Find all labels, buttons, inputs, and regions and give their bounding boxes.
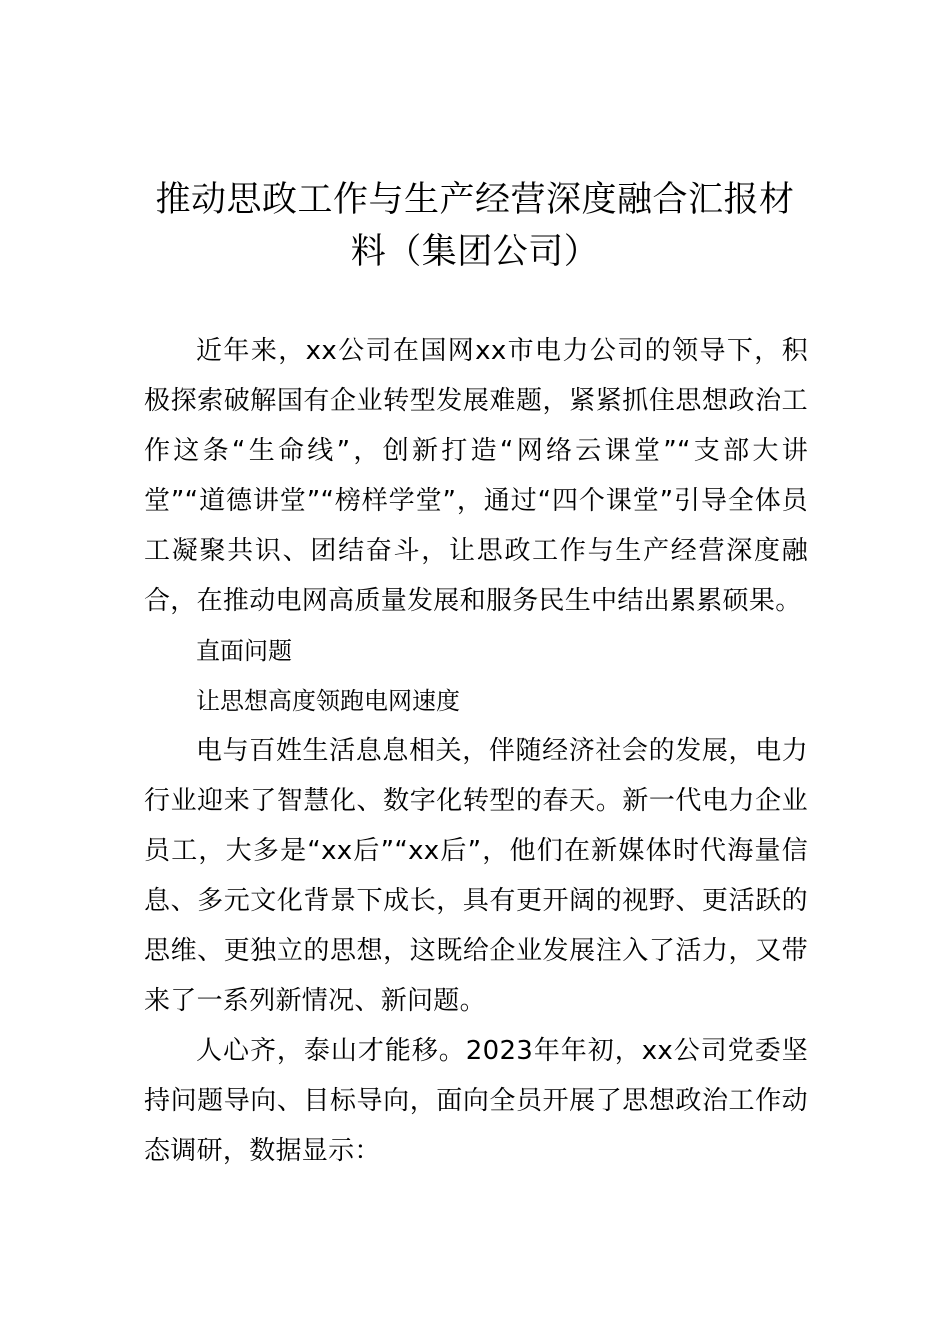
intro-paragraph: 近年来，xx公司在国网xx市电力公司的领导下，积极探索破解国有企业转型发展难题，紧紧抓住思想政治工作这条“生命线”，创新打造“网络云课堂”“支部大讲堂”“道德讲堂”“榜样学堂”，通过“四个课堂”引导全体员工凝聚共识、团结奋斗，让思政工作与生产经营深度融合，在推动电网高质量发展和服务民生中结出累累硕果。: [144, 336, 808, 616]
body-paragraph: 电与百姓生活息息相关，伴随经济社会的发展，电力行业迎来了智慧化、数字化转型的春天。新一代电力企业员工，大多是“xx后”“xx后”，他们在新媒体时代海量信息、多元文化背景下成长，具有更开阔的视野、更活跃的思维、更独立的思想，这既给企业发展注入了活力，又带来了一系列新情况、新问题。: [144, 736, 808, 1016]
body-paragraph: 人心齐，泰山才能移。2023年年初，xx公司党委坚持问题导向、目标导向，面向全员开展了思想政治工作动态调研，数据显示：: [144, 1036, 808, 1166]
section-heading: 直面问题: [196, 637, 292, 665]
document-title: 推动思政工作与生产经营深度融合汇报材料（集团公司）: [155, 180, 795, 272]
section-subheading: 让思想高度领跑电网速度: [196, 687, 460, 715]
document-body: [144, 326, 808, 1176]
